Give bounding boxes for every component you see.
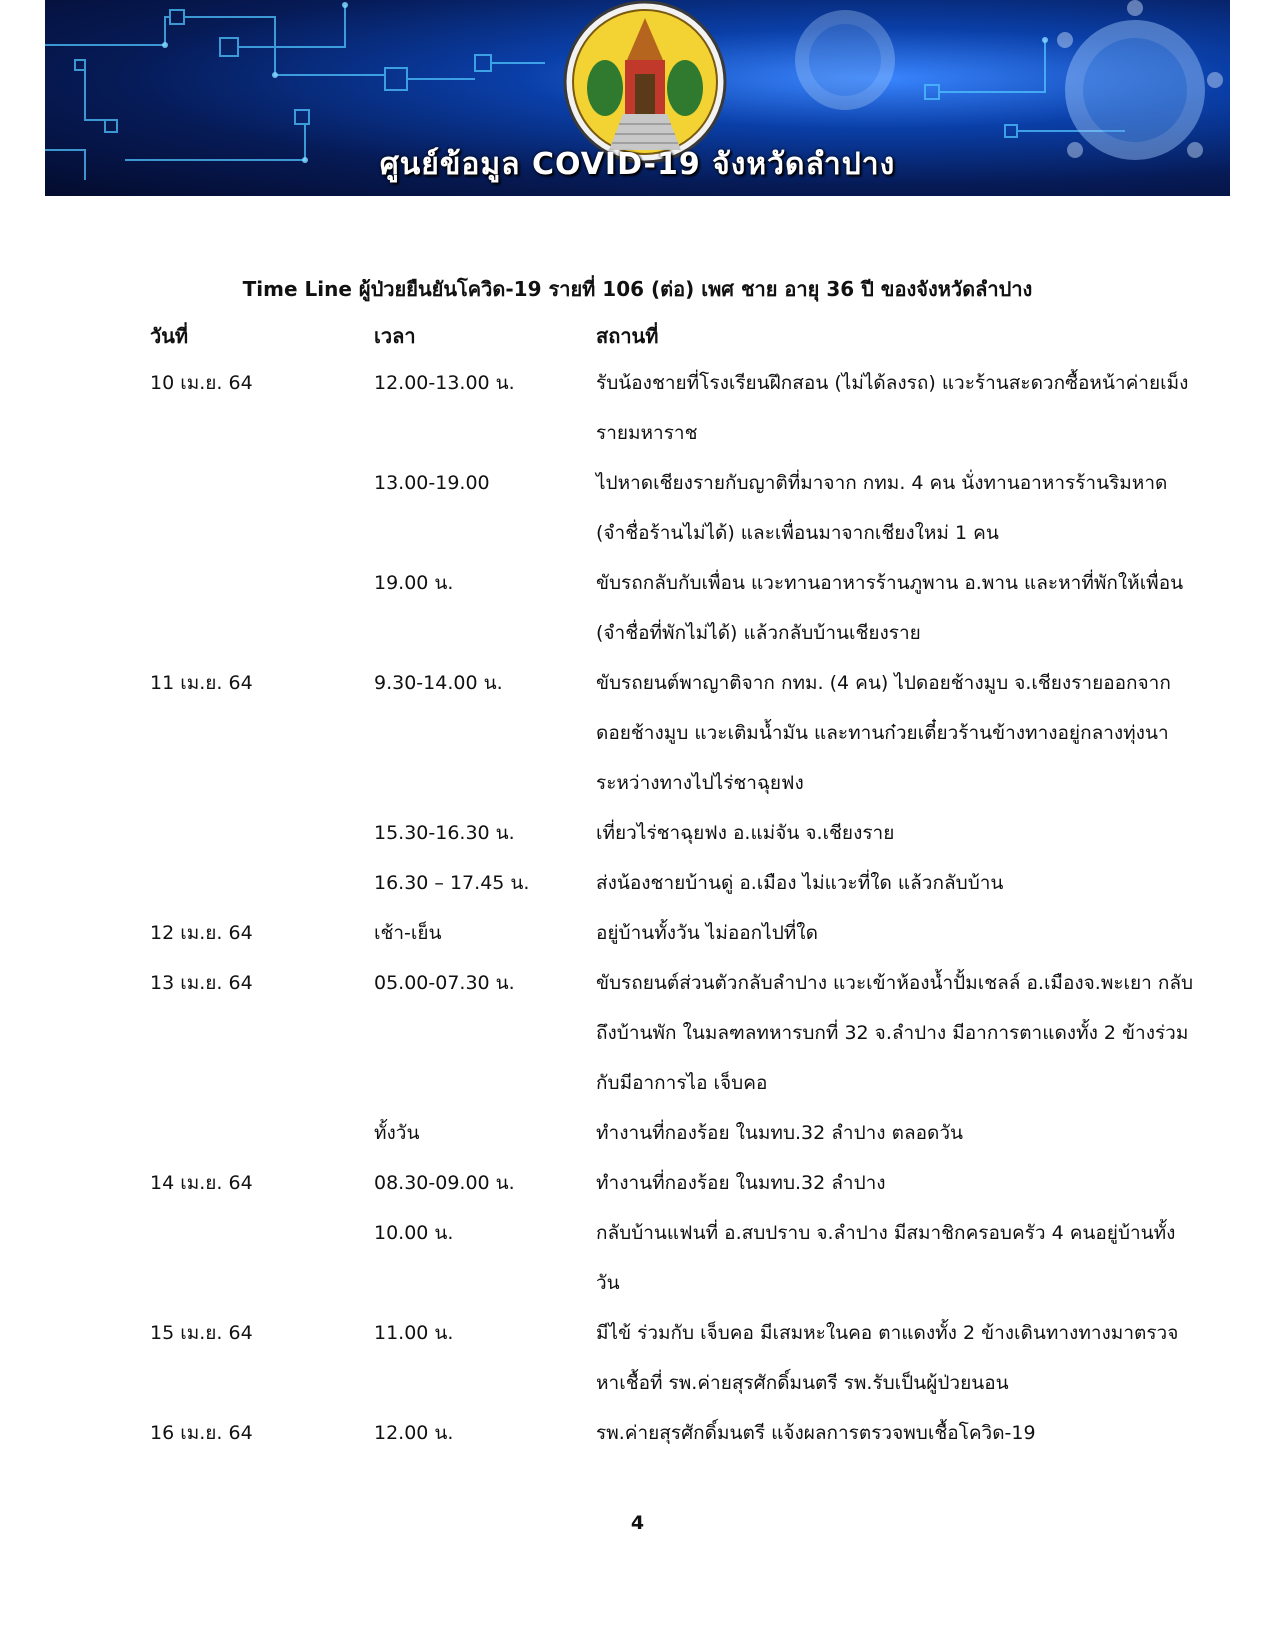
- row-date: 12 เม.ย. 64: [150, 922, 253, 944]
- row-time: 11.00 น.: [374, 1322, 454, 1344]
- table-row: [0, 558, 1275, 658]
- table-row: [0, 358, 1275, 458]
- table-row: [0, 1308, 1275, 1408]
- row-place: กลับบ้านแฟนที่ อ.สบปราบ จ.ลำปาง มีสมาชิกครอบครัว 4 คนอยู่บ้านทั้งวัน: [596, 1222, 1176, 1294]
- row-place: ส่งน้องชายบ้านดู่ อ.เมือง ไม่แวะที่ใด แล้วกลับบ้าน: [596, 872, 1004, 894]
- table-row: [0, 1408, 1275, 1458]
- row-time: 08.30-09.00 น.: [374, 1172, 515, 1194]
- header-date: วันที่: [150, 324, 189, 348]
- row-place: ไปหาดเชียงรายกับญาติที่มาจาก กทม. 4 คน นั่งทานอาหารร้านริมหาด (จำชื่อร้านไม่ได้) และเพื่อนมาจากเชียงใหม่ 1 คน: [596, 472, 1168, 544]
- row-place: ขับรถยนต์ส่วนตัวกลับลำปาง แวะเข้าห้องน้ำปั้มเชลล์ อ.เมืองจ.พะเยา กลับถึงบ้านพัก ในมลฑลทหารบกที่ 32 จ.ลำปาง มีอาการตาแดงทั้ง 2 ข้างร่วมกับมีอาการไอ เจ็บคอ: [596, 972, 1194, 1094]
- row-place: เที่ยวไร่ชาฉุยฟง อ.แม่จัน จ.เชียงราย: [596, 822, 895, 844]
- row-time: 10.00 น.: [374, 1222, 454, 1244]
- row-place: มีไข้ ร่วมกับ เจ็บคอ มีเสมหะในคอ ตาแดงทั้ง 2 ข้างเดินทางทางมาตรวจหาเชื้อที่ รพ.ค่ายสุรศักดิ์มนตรี รพ.รับเป็นผู้ป่วยนอน: [596, 1322, 1179, 1394]
- row-time: 19.00 น.: [374, 572, 454, 594]
- header-time: เวลา: [374, 324, 416, 348]
- row-date: 13 เม.ย. 64: [150, 972, 253, 994]
- table-row: [0, 1208, 1275, 1308]
- row-time: 15.30-16.30 น.: [374, 822, 515, 844]
- table-row: [0, 458, 1275, 558]
- table-row: [0, 1108, 1275, 1158]
- table-row: [0, 1158, 1275, 1208]
- document-title: Time Line ผู้ป่วยยืนยันโควิด-19 รายที่ 106 (ต่อ) เพศ ชาย อายุ 36 ปี ของจังหวัดลำปาง: [242, 277, 1033, 301]
- row-place: ขับรถกลับกับเพื่อน แวะทานอาหารร้านภูพาน อ.พาน และหาที่พักให้เพื่อน (จำชื่อที่พักไม่ได้) แล้วกลับบ้านเชียงราย: [596, 572, 1184, 644]
- row-place: ขับรถยนต์พาญาติจาก กทม. (4 คน) ไปดอยช้างมูบ จ.เชียงรายออกจากดอยช้างมูบ แวะเติมน้ำมัน และทานก๋วยเตี๋ยวร้านข้างทางอยู่กลางทุ่งนาระหว่างทางไปไร่ชาฉุยฟง: [596, 672, 1171, 794]
- row-date: 16 เม.ย. 64: [150, 1422, 253, 1444]
- row-place: ทำงานที่กองร้อย ในมทบ.32 ลำปาง ตลอดวัน: [596, 1122, 964, 1144]
- table-row: [0, 858, 1275, 908]
- provincial-emblem: [565, 2, 725, 162]
- page-number: 4: [630, 1512, 645, 1534]
- table-row: [0, 908, 1275, 958]
- row-place: ทำงานที่กองร้อย ในมทบ.32 ลำปาง: [596, 1172, 886, 1194]
- virus-graphic-center: [795, 10, 895, 110]
- row-time: 12.00 น.: [374, 1422, 454, 1444]
- timeline-table: [0, 358, 1275, 1458]
- table-row: [0, 958, 1275, 1108]
- row-date: 10 เม.ย. 64: [150, 372, 253, 394]
- row-place: อยู่บ้านทั้งวัน ไม่ออกไปที่ใด: [596, 922, 818, 944]
- row-time: 16.30 – 17.45 น.: [374, 872, 530, 894]
- header-place: สถานที่: [596, 324, 659, 348]
- row-date: 15 เม.ย. 64: [150, 1322, 253, 1344]
- row-date: 14 เม.ย. 64: [150, 1172, 253, 1194]
- table-row: [0, 808, 1275, 858]
- banner-title: ศูนย์ข้อมูล COVID-19 จังหวัดลำปาง: [379, 147, 896, 182]
- row-time: 13.00-19.00: [374, 472, 490, 494]
- virus-graphic-right: [1057, 0, 1223, 160]
- row-time: ทั้งวัน: [374, 1122, 420, 1144]
- row-place: รพ.ค่ายสุรศักดิ์มนตรี แจ้งผลการตรวจพบเชื้อโควิด-19: [596, 1422, 1036, 1444]
- row-place: รับน้องชายที่โรงเรียนฝึกสอน (ไม่ได้ลงรถ) แวะร้านสะดวกซื้อหน้าค่ายเม็งรายมหาราช: [596, 372, 1189, 444]
- table-header: [0, 320, 1275, 350]
- table-row: [0, 658, 1275, 808]
- row-time: 9.30-14.00 น.: [374, 672, 503, 694]
- row-time: 05.00-07.30 น.: [374, 972, 515, 994]
- row-time: เช้า-เย็น: [374, 922, 442, 944]
- row-date: 11 เม.ย. 64: [150, 672, 253, 694]
- row-time: 12.00-13.00 น.: [374, 372, 515, 394]
- header-banner: [45, 0, 1230, 196]
